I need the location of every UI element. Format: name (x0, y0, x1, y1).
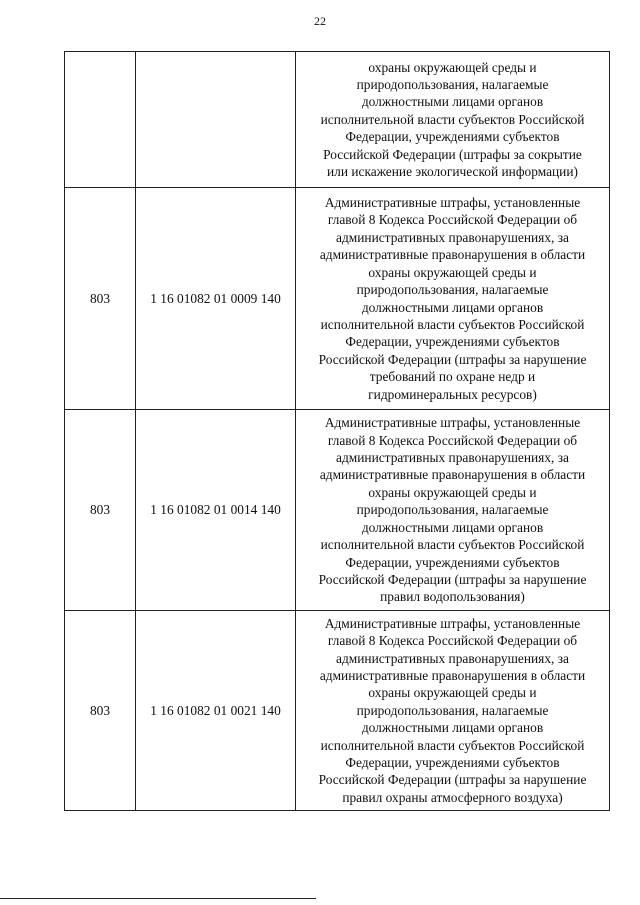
table-row (65, 52, 610, 188)
description-line: административные правонарушения в области (319, 667, 586, 683)
description-line: должностными лицами органов (361, 299, 544, 315)
description-line: Российской Федерации (штрафы за нарушение (318, 351, 587, 367)
description-line: Федерации, учреждениями субъектов (345, 129, 560, 145)
description-line: Федерации, учреждениями субъектов (345, 554, 560, 570)
description-line: главой 8 Кодекса Российской Федерации об (327, 212, 578, 228)
table-row (65, 611, 610, 811)
description-line: административные правонарушения в области (319, 247, 586, 263)
description-line: административных правонарушениях, за (336, 229, 569, 245)
description-line: главой 8 Кодекса Российской Федерации об (327, 633, 578, 649)
description-line: исполнительной власти субъектов Российской (320, 737, 585, 753)
description-line: природопользования, налагаемые (356, 702, 549, 718)
description-line: охраны окружающей среды и (368, 484, 537, 500)
footnote-separator (0, 898, 316, 899)
admin-code-cell: 803 (65, 410, 136, 611)
description-line: охраны окружающей среды и (368, 264, 537, 280)
description-line: Административные штрафы, установленные (324, 415, 581, 431)
description-line: Российской Федерации (штрафы за нарушение (318, 772, 587, 788)
description-line: Российской Федерации (штрафы за сокрытие (323, 146, 582, 162)
description-line: административных правонарушениях, за (336, 650, 569, 666)
kbk-code-cell (136, 52, 296, 188)
description-line: Федерации, учреждениями субъектов (345, 755, 560, 771)
description-cell (296, 410, 610, 611)
description-line: должностными лицами органов (361, 720, 544, 736)
description-line: Российской Федерации (штрафы за нарушение (318, 571, 587, 587)
description-line: охраны окружающей среды и (368, 685, 537, 701)
description-line: исполнительной власти субъектов Российской (320, 316, 585, 332)
description-line: исполнительной власти субъектов Российской (320, 537, 585, 553)
description-line: правил охраны атмосферного воздуха) (342, 789, 563, 805)
description-cell (296, 52, 610, 188)
description-line: должностными лицами органов (361, 94, 544, 110)
description-line: требований по охране недр и (369, 369, 536, 385)
description-line: или искажение экологической информации) (327, 164, 578, 180)
kbk-code-cell: 1 16 01082 01 0021 140 (136, 611, 296, 811)
description-line: гидроминеральных ресурсов) (368, 386, 537, 402)
description-line: Административные штрафы, установленные (324, 615, 581, 631)
description-line: природопользования, налагаемые (356, 76, 549, 92)
description-line: правил водопользования) (380, 589, 525, 605)
page-number: 22 (314, 14, 326, 28)
description-cell (296, 188, 610, 410)
description-line: должностными лицами органов (361, 519, 544, 535)
kbk-code-cell: 1 16 01082 01 0009 140 (136, 188, 296, 410)
description-line: охраны окружающей среды и (368, 59, 537, 75)
description-line: исполнительной власти субъектов Российской (320, 111, 585, 127)
description-line: природопользования, налагаемые (356, 282, 549, 298)
description-cell (296, 611, 610, 811)
description-line: Федерации, учреждениями субъектов (345, 334, 560, 350)
admin-code-cell (65, 52, 136, 188)
kbk-code-cell: 1 16 01082 01 0014 140 (136, 410, 296, 611)
table-row (65, 188, 610, 410)
kbk-table (64, 51, 610, 811)
description-line: административных правонарушениях, за (336, 450, 569, 466)
table-row (65, 410, 610, 611)
description-line: Административные штрафы, установленные (324, 195, 581, 211)
kbk-table-body (65, 52, 610, 811)
description-line: административные правонарушения в области (319, 467, 586, 483)
description-line: природопользования, налагаемые (356, 502, 549, 518)
admin-code-cell: 803 (65, 188, 136, 410)
admin-code-cell: 803 (65, 611, 136, 811)
description-line: главой 8 Кодекса Российской Федерации об (327, 432, 578, 448)
